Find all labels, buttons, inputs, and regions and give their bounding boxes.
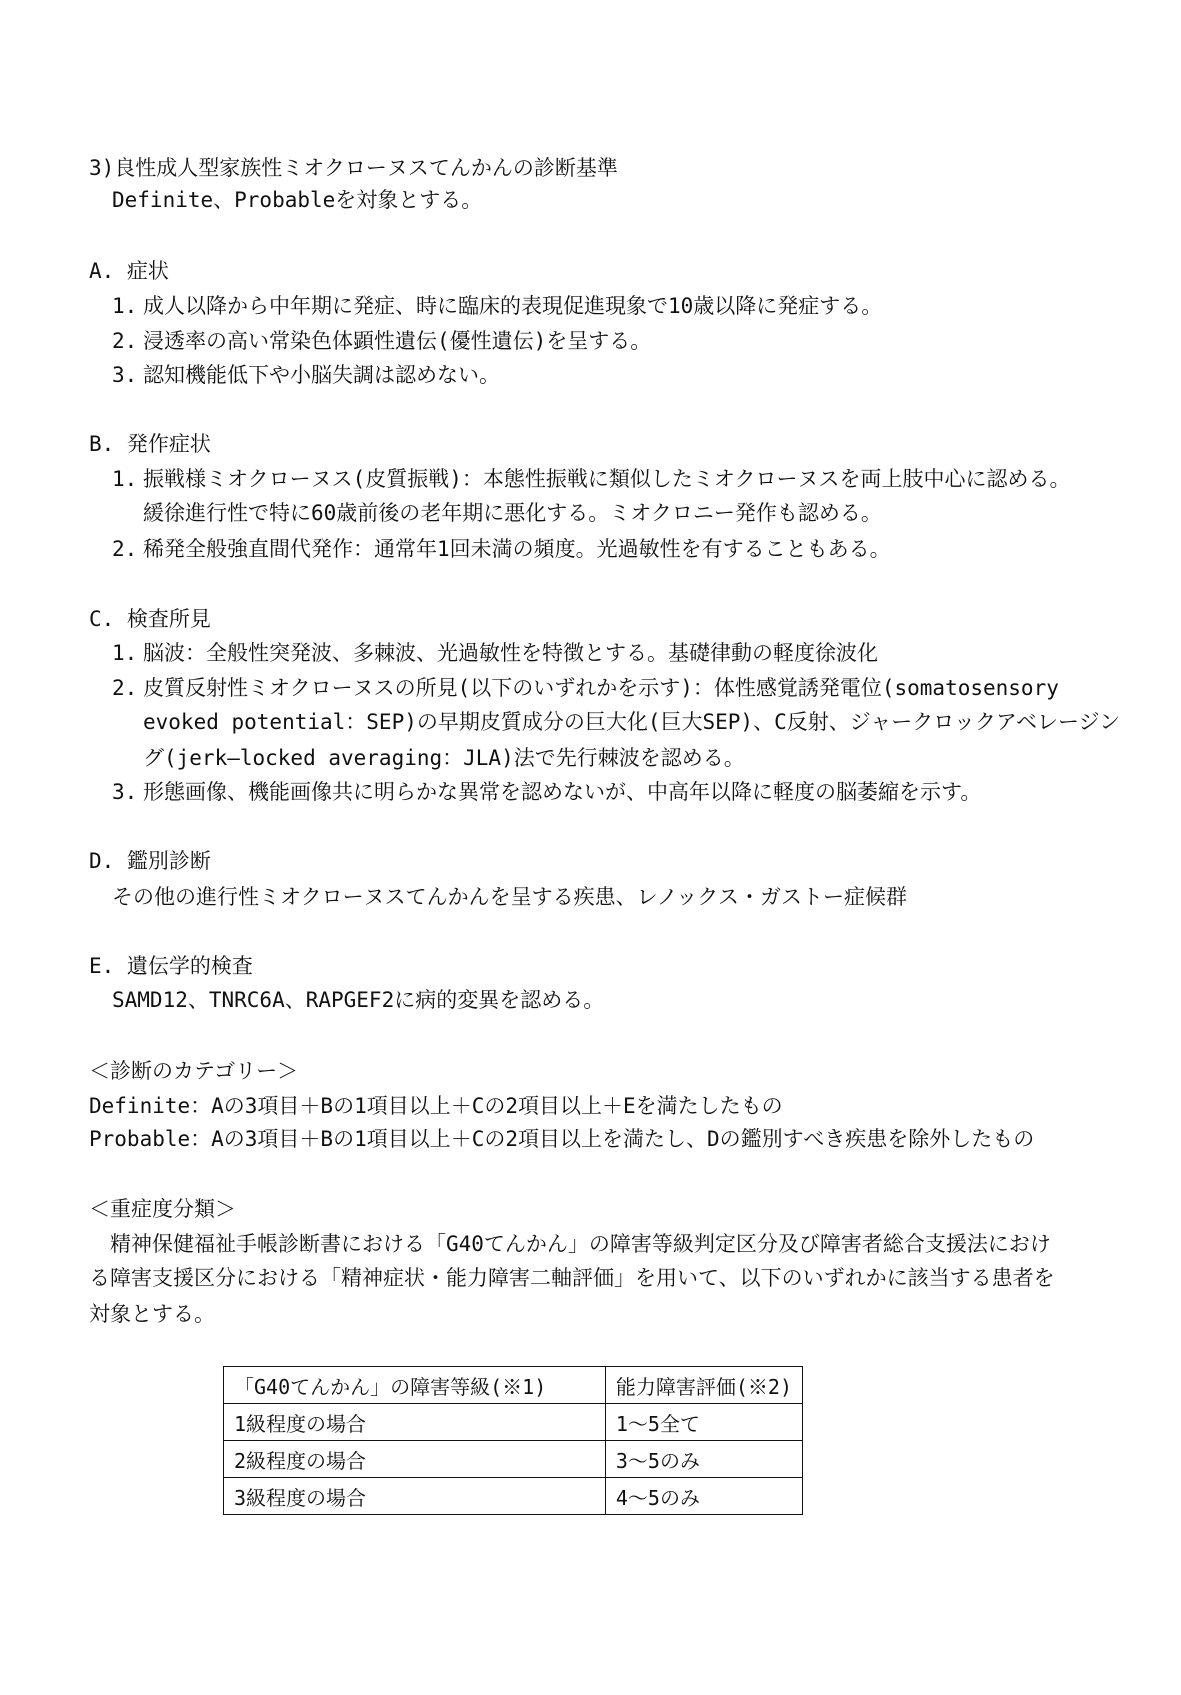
list-item-number: 2. xyxy=(112,329,138,353)
table-cell: 2級程度の場合 xyxy=(224,1441,606,1478)
list-item: 形態画像、機能画像共に明らかな異常を認めないが、中高年以降に軽度の脳萎縮を示す。 xyxy=(143,780,982,804)
category-definite: Definite：Aの3項目＋Bの1項目以上＋Cの2項目以上＋Eを満たしたもの xyxy=(89,1094,783,1118)
list-item-number: 1. xyxy=(112,294,138,318)
list-item-number: 2. xyxy=(112,537,138,561)
table-row xyxy=(224,1441,803,1478)
section-b-heading: B. 発作症状 xyxy=(89,432,211,456)
severity-paragraph-line: 精神保健福祉手帳診断書における「G40てんかん」の障害等級判定区分及び障害者総合支援法におけ xyxy=(89,1232,1051,1256)
table-cell: 1級程度の場合 xyxy=(224,1404,606,1441)
table-header: 「G40てんかん」の障害等級(※1) xyxy=(224,1367,606,1404)
list-item: 皮質反射性ミオクローヌスの所見(以下のいずれかを示す)：体性感覚誘発電位(somatosensory xyxy=(143,676,1059,700)
table-cell: 1～5全て xyxy=(605,1404,802,1441)
severity-paragraph-line: 対象とする。 xyxy=(89,1302,215,1326)
list-item: 認知機能低下や小脳失調は認めない。 xyxy=(143,363,500,387)
section-e-text: SAMD12、TNRC6A、RAPGEF2に病的変異を認める。 xyxy=(112,988,605,1012)
list-item: 脳波：全般性突発波、多棘波、光過敏性を特徴とする。基礎律動の軽度徐波化 xyxy=(143,641,878,665)
list-item: 成人以降から中年期に発症、時に臨床的表現促進現象で10歳以降に発症する。 xyxy=(143,294,883,318)
list-item: 浸透率の高い常染色体顕性遺伝(優性遺伝)を呈する。 xyxy=(143,329,652,353)
document-subtitle: Definite、Probableを対象とする。 xyxy=(112,188,483,212)
table-row xyxy=(224,1404,803,1441)
table-cell: 4～5のみ xyxy=(605,1478,802,1515)
section-a-heading: A. 症状 xyxy=(89,259,169,283)
list-item-number: 2. xyxy=(112,676,138,700)
list-item: 稀発全般強直間代発作：通常年1回未満の頻度。光過敏性を有することもある。 xyxy=(143,537,891,561)
list-item-number: 3. xyxy=(112,780,138,804)
list-item-number: 1. xyxy=(112,641,138,665)
severity-paragraph-line: る障害支援区分における「精神症状・能力障害二軸評価」を用いて、以下のいずれかに該当する患者を xyxy=(89,1266,1055,1290)
list-item-continuation: グ(jerk—locked averaging：JLA)法で先行棘波を認める。 xyxy=(143,746,745,770)
section-e-heading: E. 遺伝学的検査 xyxy=(89,954,253,978)
table-header: 能力障害評価(※2) xyxy=(605,1367,802,1404)
section-d-text: その他の進行性ミオクローヌスてんかんを呈する疾患、レノックス・ガストー症候群 xyxy=(112,885,908,909)
list-item-number: 3. xyxy=(112,363,138,387)
list-item: 振戦様ミオクローヌス(皮質振戦)：本態性振戦に類似したミオクローヌスを両上肢中心に認める。 xyxy=(143,467,1071,491)
table-header-row xyxy=(224,1367,803,1404)
list-item-continuation: evoked potential：SEP)の早期皮質成分の巨大化(巨大SEP)、C反射、ジャークロックアベレージン xyxy=(143,710,1121,734)
list-item-number: 1. xyxy=(112,467,138,491)
section-d-heading: D. 鑑別診断 xyxy=(89,849,211,873)
document-title: 3)良性成人型家族性ミオクローヌスてんかんの診断基準 xyxy=(89,156,618,180)
severity-table xyxy=(223,1366,803,1515)
severity-heading: ＜重症度分類＞ xyxy=(89,1197,236,1221)
list-item-continuation: 緩徐進行性で特に60歳前後の老年期に悪化する。ミオクロニー発作も認める。 xyxy=(143,501,882,525)
table-cell: 3～5のみ xyxy=(605,1441,802,1478)
table-cell: 3級程度の場合 xyxy=(224,1478,606,1515)
table-row xyxy=(224,1478,803,1515)
section-c-heading: C. 検査所見 xyxy=(89,607,211,631)
category-probable: Probable：Aの3項目＋Bの1項目以上＋Cの2項目以上を満たし、Dの鑑別すべき疾患を除外したもの xyxy=(89,1127,1035,1151)
category-heading: ＜診断のカテゴリー＞ xyxy=(89,1059,299,1083)
